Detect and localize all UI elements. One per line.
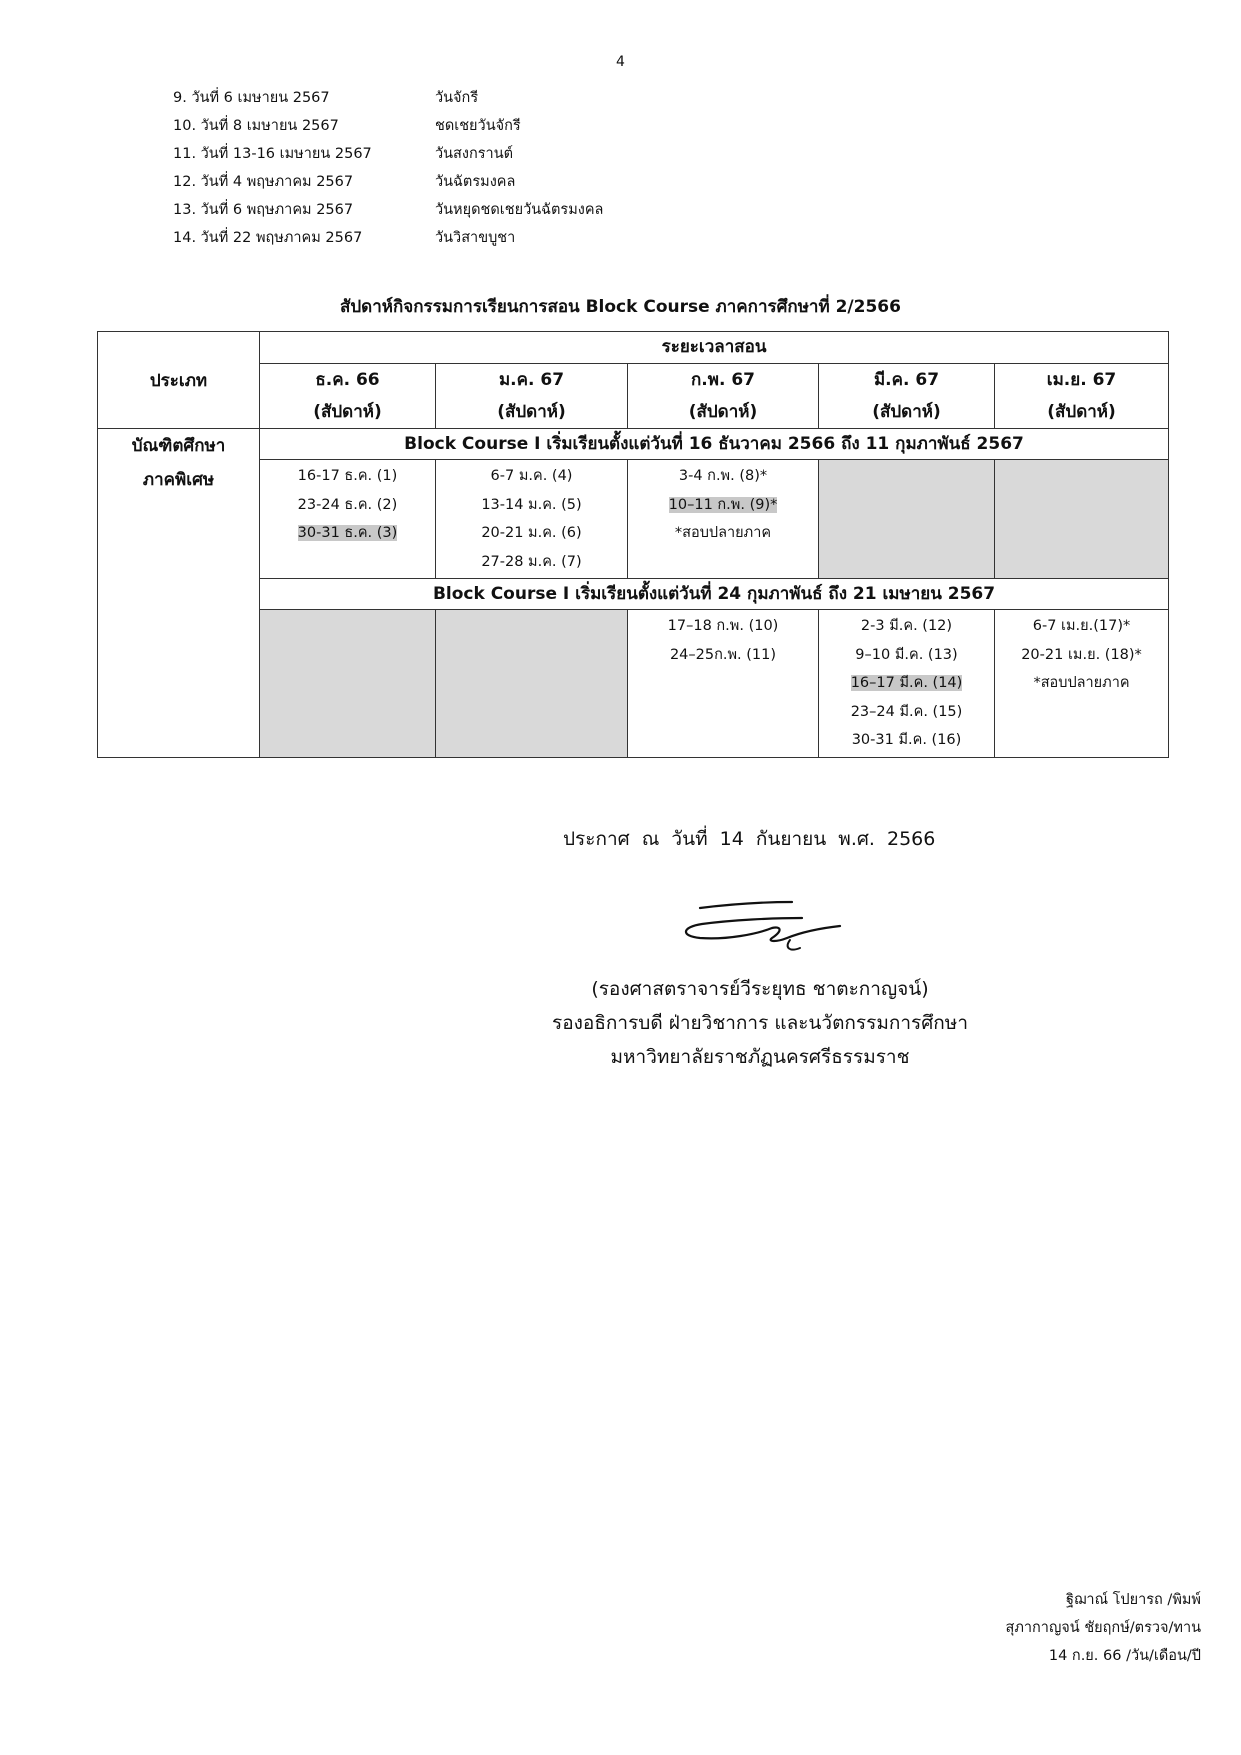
week-entry: [995, 612, 1168, 641]
week-entry: [260, 491, 435, 520]
holiday-item: [173, 224, 603, 252]
week-entry: [628, 641, 818, 670]
signature-block: [530, 972, 990, 1074]
month-header-feb: [628, 364, 819, 429]
empty-cell-shaded: [260, 610, 436, 758]
week-entry: [436, 462, 627, 491]
week-entry: [819, 726, 994, 755]
week-entry: [260, 519, 435, 548]
week-entry: [436, 491, 627, 520]
month-header-dec: [260, 364, 436, 429]
block1-jan-cell: [436, 460, 628, 579]
holiday-list: [173, 84, 603, 252]
holiday-item: [173, 196, 603, 224]
week-entry: [819, 698, 994, 727]
block1-feb-cell: [628, 460, 819, 579]
empty-cell-shaded: [436, 610, 628, 758]
week-text: 17–18 ก.พ. (10): [667, 618, 779, 634]
week-entry: [819, 669, 994, 698]
week-text: 2-3 มี.ค. (12): [860, 618, 953, 634]
holiday-name: วันจักรี: [435, 90, 479, 106]
week-text-highlighted: 16–17 มี.ค. (14): [850, 675, 963, 691]
holiday-item: [173, 140, 603, 168]
program-type-cell: [98, 429, 260, 758]
month-header-mar: [819, 364, 995, 429]
program-type-line: ภาคพิเศษ: [142, 470, 215, 490]
program-type-line: บัณฑิตศึกษา: [131, 436, 226, 456]
announcement-date: ประกาศ ณ วันที่ 14 กันยายน พ.ศ. 2566: [563, 828, 936, 850]
week-text: 3-4 ก.พ. (8)*: [678, 468, 768, 484]
week-text-highlighted: 30-31 ธ.ค. (3): [297, 525, 398, 541]
type-header: ประเภท: [98, 332, 260, 429]
signer-organization: มหาวิทยาลัยราชภัฏนครศรีธรรมราช: [610, 1046, 910, 1068]
block2-title: Block Course I เริ่มเรียนตั้งแต่วันที่ 24 กุมภาพันธ์ ถึง 21 เมษายน 2567: [260, 579, 1169, 610]
exam-note: [628, 519, 818, 548]
week-text: *สอบปลายภาค: [1033, 675, 1130, 691]
signature-image: [672, 890, 842, 960]
holiday-date: 13. วันที่ 6 พฤษภาคม 2567: [173, 202, 354, 218]
holiday-date: 12. วันที่ 4 พฤษภาคม 2567: [173, 174, 354, 190]
week-text: 13-14 ม.ค. (5): [481, 496, 582, 513]
month-label: ธ.ค. 66: [315, 370, 380, 390]
empty-cell-shaded: [819, 460, 995, 579]
week-text: 20-21 ม.ค. (6): [481, 525, 582, 541]
block1-dec-cell: [260, 460, 436, 579]
week-text: 23-24 ธ.ค. (2): [297, 496, 398, 513]
week-text: 6-7 ม.ค. (4): [490, 468, 573, 484]
month-sub: (สัปดาห์): [872, 402, 941, 422]
holiday-name: วันหยุดชดเชยวันฉัตรมงคล: [435, 202, 604, 218]
week-text: 23–24 มี.ค. (15): [850, 703, 963, 720]
week-text: 27-28 ม.ค. (7): [481, 553, 582, 570]
week-text: 16-17 ธ.ค. (1): [297, 468, 398, 484]
month-sub: (สัปดาห์): [313, 402, 382, 422]
empty-cell-shaded: [995, 460, 1169, 579]
footer-line: 14 ก.ย. 66 /วัน/เดือน/ปี: [1048, 1648, 1201, 1664]
holiday-date: 9. วันที่ 6 เมษายน 2567: [173, 90, 330, 106]
holiday-item: [173, 84, 603, 112]
block2-feb-cell: [628, 610, 819, 758]
block2-mar-cell: [819, 610, 995, 758]
holiday-date: 11. วันที่ 13-16 เมษายน 2567: [173, 146, 372, 162]
holiday-name: วันสงกรานต์: [435, 146, 514, 162]
block1-title: Block Course I เริ่มเรียนตั้งแต่วันที่ 16 ธันวาคม 2566 ถึง 11 กุมภาพันธ์ 2567: [260, 429, 1169, 460]
footer-line: ฐิฌาณ์ โปยารถ /พิมพ์: [1066, 1592, 1201, 1608]
exam-note: [995, 669, 1168, 698]
holiday-name: วันวิสาขบูชา: [435, 230, 516, 246]
signer-position: รองอธิการบดี ฝ่ายวิชาการ และนวัตกรรมการศึกษา: [552, 1012, 968, 1034]
footer-notes: [1005, 1586, 1201, 1670]
week-entry: [995, 641, 1168, 670]
week-entry: [819, 612, 994, 641]
week-entry: [436, 519, 627, 548]
table-title: สัปดาห์กิจกรรมการเรียนการสอน Block Course ภาคการศึกษาที่ 2/2566: [340, 297, 901, 317]
week-entry: [436, 548, 627, 577]
block2-apr-cell: [995, 610, 1169, 758]
holiday-name: ชดเชยวันจักรี: [435, 118, 521, 134]
week-text: 9–10 มี.ค. (13): [855, 646, 958, 663]
month-label: เม.ย. 67: [1046, 370, 1117, 390]
holiday-date: 14. วันที่ 22 พฤษภาคม 2567: [173, 230, 363, 246]
week-text: 20-21 เม.ย. (18)*: [1021, 646, 1142, 663]
schedule-table: [97, 331, 1169, 758]
footer-line: สุภากาญจน์ ชัยฤกษ์/ตรวจ/ทาน: [1005, 1620, 1201, 1636]
month-label: ก.พ. 67: [691, 370, 755, 390]
week-entry: [628, 462, 818, 491]
holiday-item: [173, 112, 603, 140]
week-text-highlighted: 10–11 ก.พ. (9)*: [668, 496, 778, 513]
month-sub: (สัปดาห์): [497, 402, 566, 422]
holiday-date: 10. วันที่ 8 เมษายน 2567: [173, 118, 339, 134]
month-sub: (สัปดาห์): [688, 402, 758, 422]
week-text: *สอบปลายภาค: [674, 525, 772, 541]
week-entry: [628, 612, 818, 641]
month-label: มี.ค. 67: [873, 370, 940, 390]
page-number: 4: [616, 54, 625, 70]
month-label: ม.ค. 67: [498, 370, 565, 390]
holiday-item: [173, 168, 603, 196]
week-entry: [628, 491, 818, 520]
month-sub: (สัปดาห์): [1047, 402, 1116, 422]
week-entry: [819, 641, 994, 670]
week-text: 6-7 เม.ย.(17)*: [1032, 618, 1131, 634]
holiday-name: วันฉัตรมงคล: [435, 174, 516, 190]
week-text: 30-31 มี.ค. (16): [851, 732, 962, 748]
signer-name: (รองศาสตราจารย์วีระยุทธ ชาตะกาญจน์): [591, 978, 929, 1000]
period-header: ระยะเวลาสอน: [260, 332, 1169, 364]
month-header-jan: [436, 364, 628, 429]
week-text: 24–25ก.พ. (11): [669, 646, 777, 663]
month-header-apr: [995, 364, 1169, 429]
week-entry: [260, 462, 435, 491]
